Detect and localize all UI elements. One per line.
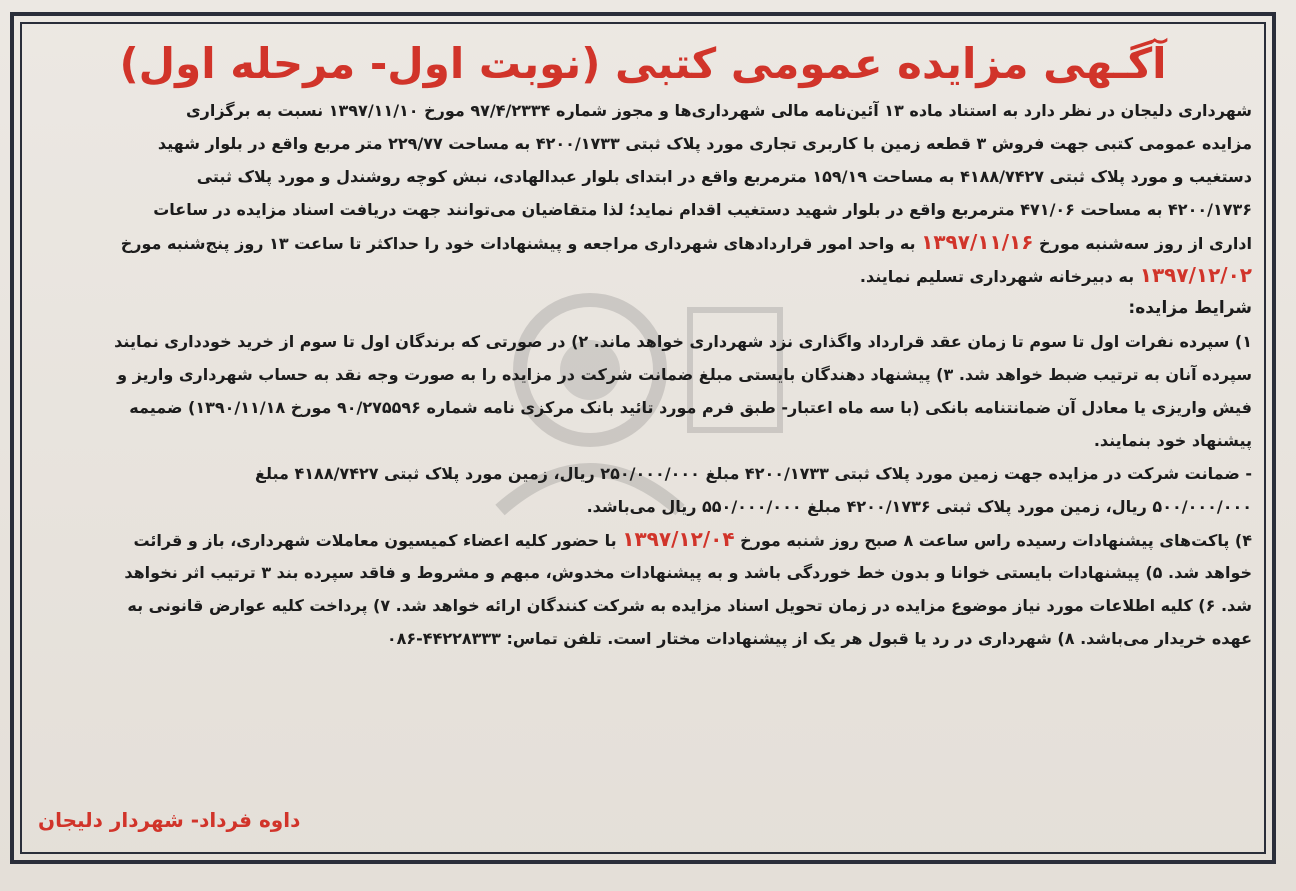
body-text-segment: به واحد امور قراردادهای شهرداری مراجعه و پیشنهادات خود را حداکثر تا ساعت ۱۳ روز پنج‌شنبه مورخ (120, 234, 916, 253)
condition-line: پیشنهاد خود بنمایند. (1093, 431, 1252, 450)
start-date-highlight: ۱۳۹۷/۱۱/۱۶ (921, 230, 1034, 254)
condition-line: عهده خریدار می‌باشد. ۸) شهرداری در رد یا قبول هر یک از پیشنهادات مختار است. تلفن تماس: ۴۴۲۲۸۳۳۳-۰۸۶ (386, 629, 1252, 648)
signature: داوه فرداد- شهردار دلیجان (38, 808, 301, 832)
condition-line: سپرده آنان به ترتیب ضبط خواهد شد. ۳) پیشنهاد دهندگان بایستی مبلغ ضمانت شرکت در مزایده را به صورت وجه نقد به حساب شهرداری واریز و (117, 365, 1252, 384)
body-line-dates (34, 226, 1252, 259)
body-line: ۴۲۰۰/۱۷۳۶ به مساحت ۴۷۱/۰۶ مترمربع واقع در بلوار شهید دستغیب اقدام نماید؛ لذا متقاضیان می‌توانند جهت دریافت اسناد مزایده در ساعات (153, 200, 1252, 219)
condition-line: شد. ۶) کلیه اطلاعات مورد نیاز موضوع مزایده در زمان تحویل اسناد مزایده به شرکت کنندگان ارائه خواهد شد. ۷) پرداخت کلیه عوارض قانونی به (127, 596, 1252, 615)
condition-line: خواهد شد. ۵) پیشنهادات بایستی خوانا و بدون خط خوردگی باشد و به پیشنهادات مخدوش، مبهم و مشروط و فاقد سپرده بند ۳ ترتیب اثر نخواهد (124, 563, 1252, 582)
body-text-segment: اداری از روز سه‌شنبه مورخ (1038, 234, 1252, 253)
body-line: مزایده عمومی کتبی جهت فروش ۳ قطعه زمین با کاربری تجاری مورد پلاک ثبتی ۴۲۰۰/۱۷۳۳ به مساحت ۲۲۹/۷۷ متر مربع واقع در بلوار شهید (157, 134, 1252, 153)
condition-line: فیش واریزی یا معادل آن ضمانتنامه بانکی (با سه ماه اعتبار- طبق فرم مورد تائید بانک مرکزی نامه شماره ۹۰/۲۷۵۵۹۶ مورخ ۱۳۹۰/۱۱/۱۸) ضمیمه (129, 398, 1252, 417)
condition-line: - ضمانت شرکت در مزایده جهت زمین مورد پلاک ثبتی ۴۲۰۰/۱۷۳۳ مبلغ ۲۵۰/۰۰۰/۰۰۰ ریال، زمین مورد پلاک ثبتی ۴۱۸۸/۷۴۲۷ مبلغ (255, 464, 1252, 483)
deadline-date-highlight: ۱۳۹۷/۱۲/۰۲ (1139, 263, 1252, 287)
body-line: شهرداری دلیجان در نظر دارد به استناد ماده ۱۳ آئین‌نامه مالی شهرداری‌ها و مجوز شماره ۹۷/۴/۲۳۳۴ مورخ ۱۳۹۷/۱۱/۱۰ نسبت به برگزاری (185, 101, 1252, 120)
body-line-deadline (34, 259, 1252, 292)
ad-title: آگـهی مزایده عمومی کتبی (نوبت اول- مرحله اول) (119, 39, 1167, 88)
condition-line: ۱) سپرده نفرات اول تا سوم تا زمان عقد قرارداد واگذاری نزد شهرداری خواهد ماند. ۲) در صورتی که برندگان اول تا سوم از خرید خودداری نمایند (114, 332, 1252, 351)
condition-line-opening (34, 523, 1252, 556)
body-text-segment: با حضور کلیه اعضاء کمیسیون معاملات شهرداری، باز و قرائت (133, 531, 617, 550)
ad-body (34, 94, 1252, 655)
condition-line: ۵۰۰/۰۰۰/۰۰۰ ریال، زمین مورد پلاک ثبتی ۴۲۰۰/۱۷۳۶ مبلغ ۵۵۰/۰۰۰/۰۰۰ ریال می‌باشد. (586, 497, 1252, 516)
conditions-heading: شرایط مزایده: (1128, 298, 1252, 318)
opening-date-highlight: ۱۳۹۷/۱۲/۰۴ (622, 527, 735, 551)
body-text-segment: ۴) پاکت‌های پیشنهادات رسیده راس ساعت ۸ صبح روز شنبه مورخ (740, 531, 1252, 550)
body-text-segment: به دبیرخانه شهرداری تسلیم نمایند. (859, 267, 1135, 286)
body-line: دستغیب و مورد پلاک ثبتی ۴۱۸۸/۷۴۲۷ به مساحت ۱۵۹/۱۹ مترمربع واقع در ابتدای بلوار عبدالهادی، نبش کوچه روشندل و مورد پلاک ثبتی (196, 167, 1252, 186)
